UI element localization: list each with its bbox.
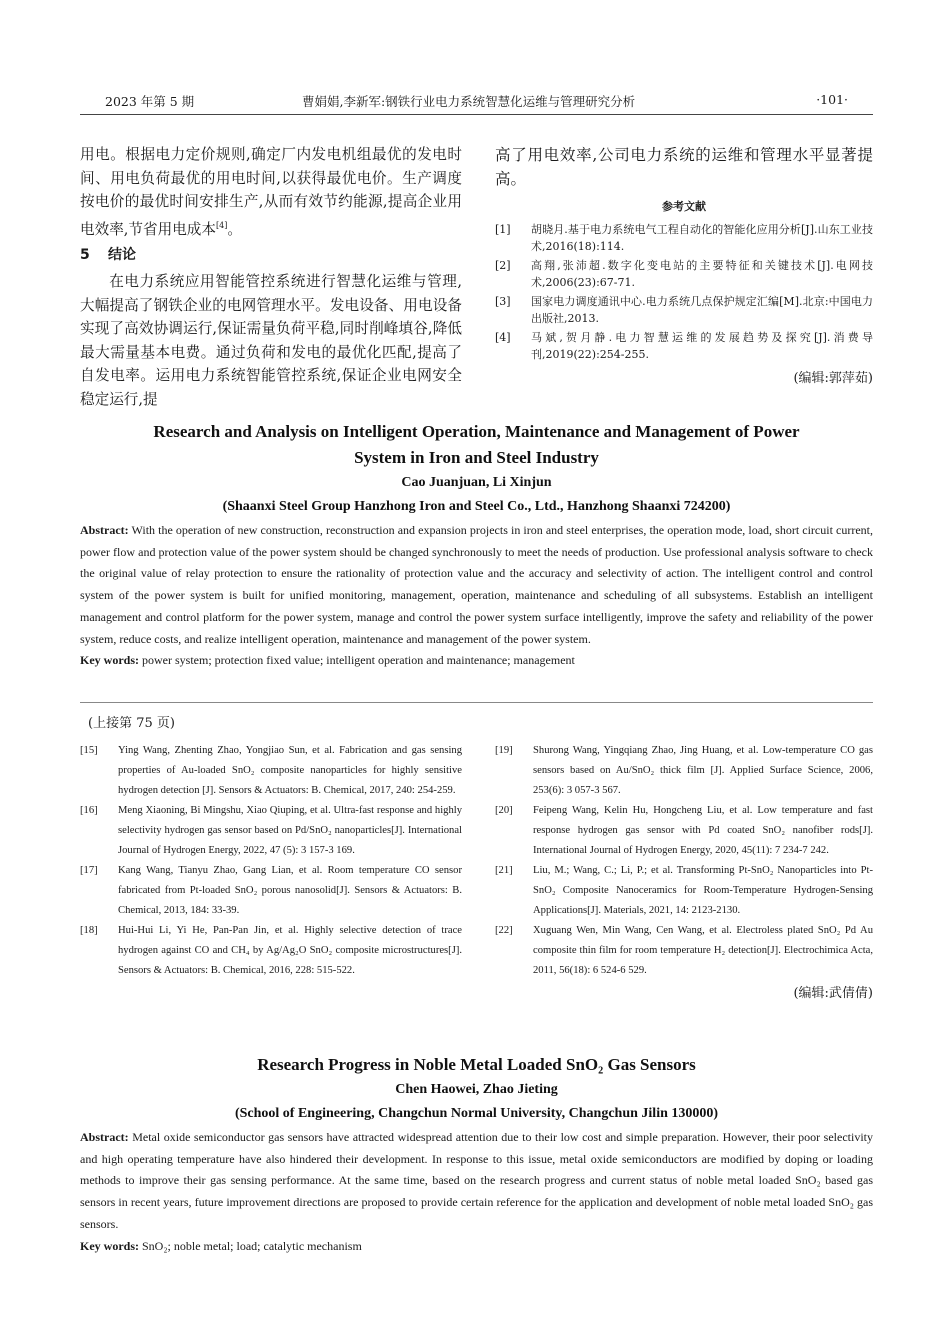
keywords-label: Key words: (80, 1238, 139, 1253)
paragraph-end: 。 (227, 220, 242, 238)
paragraph-electricity-pricing (80, 143, 462, 241)
abstract-text: With the operation of new construction, reconstruction and expansion projects in iron and steel enterprises, the operation mode, load, short circuit current, power flow and protection value of the power system should be changed synchronously to meet the needs of production. Use professional analysis software to check the original value of relay protection to ensure the rationality of protection value and the accuracy and selectivity of action. The intelligent control and control system of the power system is built for unified monitoring, management, operation, maintenance and scheduling of all subsystems. Establish an intelligent management and control platform for the power system, manage and control the power system surface intelligently, improve the safety and reliability of the power system, reduce costs, and realize intelligent operation, maintenance and management of the power system. (80, 523, 873, 646)
reference-text: Meng Xiaoning, Bi Mingshu, Xiao Qiuping, et al. Ultra-fast response and highly selectivity hydrogen gas sensor based on Pd/SnO₂ nanoparticles[J]. International Journal of Hydrogen Energy, 2022, 47 (5): 3 157-3 169. (118, 805, 462, 856)
section-divider (80, 702, 873, 703)
reference-item (80, 741, 462, 801)
section-heading (80, 244, 462, 268)
english-affiliation: (School of Engineering, Changchun Normal University, Changchun Jilin 130000) (234, 1106, 719, 1121)
reference-text: 高翔,张沛超.数字化变电站的主要特征和关键技术[J].电网技术,2006(23):67-71. (531, 258, 873, 289)
english-authors: Chen Haowei, Zhao Jieting (395, 1082, 558, 1097)
reference-number: [19] (495, 745, 513, 756)
keywords-line (80, 1236, 873, 1258)
reference-item (495, 329, 873, 363)
reference-item (495, 801, 873, 861)
running-header (80, 90, 873, 112)
references-heading: 参考文献 (662, 200, 706, 213)
reference-number: [20] (495, 805, 513, 816)
citation: [4] (215, 220, 228, 230)
keywords-text: power system; protection fixed value; intelligent operation and maintenance; management (142, 653, 575, 668)
keywords-text: SnO₂; noble metal; load; catalytic mechanism (142, 1238, 362, 1253)
section-title: 结论 (108, 246, 136, 263)
english-title (80, 419, 873, 471)
reference-number: [1] (495, 222, 511, 236)
reference-item (80, 861, 462, 921)
english-abstract-block-2 (80, 1052, 873, 1257)
keywords-label: Key words: (80, 653, 139, 668)
paragraph-conclusion: 在电力系统应用智能管控系统进行智慧化运维与管理,大幅提高了钢铁企业的电网管理水平。发电设备、用电设备实现了高效协调运行,保证需量负荷平稳,同时削峰填谷,降低最大需量基本电费。通过负荷和发电的最优化匹配,提高了自发电率。运用电力系统智能管控系统,保证企业电网安全稳定运行,提 (80, 273, 462, 408)
english-authors: Cao Juanjuan, Li Xinjun (401, 475, 552, 490)
abstract-paragraph (80, 1127, 873, 1236)
reference-item (495, 861, 873, 921)
reference-item (80, 801, 462, 861)
abstract-paragraph (80, 520, 873, 650)
reference-text: Shurong Wang, Yingqiang Zhao, Jing Huang, et al. Low-temperature CO gas sensors based on Au/SnO₂ thick film [J]. Applied Surface Science, 2006, 253(6): 3 057-3 567. (533, 745, 873, 796)
reference-number: [22] (495, 925, 513, 936)
reference-item (495, 257, 873, 291)
english-title: Research Progress in Noble Metal Loaded SnO₂ Gas Sensors (257, 1055, 696, 1074)
reference-number: [2] (495, 258, 511, 272)
body-column-left (80, 143, 462, 411)
reference-item (495, 293, 873, 327)
reference-list (495, 221, 873, 363)
reference-text: Hui-Hui Li, Yi He, Pan-Pan Jin, et al. Highly selective detection of trace hydrogen against CO and CH₄ by Ag/Ag₂O SnO₂ composite microstructures[J]. Sensors & Actuators: B. Chemical, 2016, 228: 515-522. (118, 925, 462, 976)
header-rule (80, 114, 873, 115)
reference-text: Ying Wang, Zhenting Zhao, Yongjiao Sun, et al. Fabrication and gas sensing properties of Au-loaded SnO₂ composite nanoparticles for highly sensitive hydrogen detection [J]. Sensors & Actuators: B. Chemical, 2017, 240: 254-259. (118, 745, 462, 796)
continued-note: (上接第 75 页) (88, 716, 175, 731)
paragraph-continuation: 高了用电效率,公司电力系统的运维和管理水平显著提高。 (495, 146, 873, 188)
abstract-label: Abstract: (80, 523, 129, 537)
reference-item (80, 921, 462, 981)
english-title-line: Research and Analysis on Intelligent Operation, Maintenance and Management of Power (153, 422, 800, 441)
reference-number: [3] (495, 294, 511, 308)
reference-text: Kang Wang, Tianyu Zhao, Gang Lian, et al. Room temperature CO sensor fabricated from Pt-loaded SnO₂ porous nanosolid[J]. Sensors & Actuators: B. Chemical, 2013, 184: 33-39. (118, 865, 462, 916)
english-abstract-block (80, 419, 873, 672)
editor-credit: (编辑:郭萍茹) (793, 370, 873, 386)
reference-text: Liu, M.; Wang, C.; Li, P.; et al. Transforming Pt-SnO₂ Nanoparticles into Pt-SnO₂ Composite Nanoceramics for Room-Temperature Hydrogen-Sensing Applications[J]. Materials, 2021, 14: 2123-2130. (533, 865, 873, 916)
issue-label: 2023 年第 5 期 (105, 94, 195, 109)
reference-number: [17] (80, 865, 98, 876)
reference-number: [18] (80, 925, 98, 936)
body-column-right (495, 143, 873, 390)
page-number: ·101· (816, 92, 848, 107)
keywords-line (80, 650, 873, 672)
reference-text: 马斌,贺月静.电力智慧运维的发展趋势及探究[J].消费导刊,2019(22):254-255. (531, 330, 873, 361)
abstract-text: Metal oxide semiconductor gas sensors have attracted widespread attention due to their low cost and simple preparation. However, their poor selectivity and high operating temperature have also hindered their development. In response to this issue, metal oxide semiconductors are modified by doping or loading methods to improve their gas sensing performance. At the same time, based on the research progress and current status of noble metal loaded SnO₂ based gas sensors in recent years, future improvement directions are proposed to provide certain reference for the application and development of noble metal loaded SnO₂ gas sensors. (80, 1130, 873, 1231)
english-title-line: System in Iron and Steel Industry (354, 448, 599, 467)
reference-number: [21] (495, 865, 513, 876)
paragraph-text: 用电。根据电力定价规则,确定厂内发电机组最优的发电时间、用电负荷最优的用电时间,以获得最优电价。生产调度按电价的最优时间安排生产,从而有效节约能源,提高企业用电效率,节省用电成本 (80, 146, 462, 238)
reference-number: [4] (495, 330, 511, 344)
english-affiliation: (Shaanxi Steel Group Hanzhong Iron and Steel Co., Ltd., Hanzhong Shaanxi 724200) (222, 499, 731, 514)
reference-text: 胡晓月.基于电力系统电气工程自动化的智能化应用分析[J].山东工业技术,2016(18):114. (531, 222, 873, 253)
header-article-title: 曹娟娟,李新军:钢铁行业电力系统智慧化运维与管理研究分析 (302, 94, 636, 109)
reference-text: Feipeng Wang, Kelin Hu, Hongcheng Liu, et al. Low temperature and fast response hydrogen gas sensor with Pd coated SnO₂ nanofiber rods[J]. International Journal of Hydrogen Energy, 2020, 45(11): 7 234-7 242. (533, 805, 873, 856)
section-number: 5 (80, 246, 90, 263)
reference-item (495, 741, 873, 801)
reference-item (495, 221, 873, 255)
reference-list-left (80, 741, 462, 981)
reference-number: [16] (80, 805, 98, 816)
reference-text: Xuguang Wen, Min Wang, Cen Wang, et al. Electroless plated SnO₂ Pd Au composite thin film for room temperature H₂ detection[J]. Electrochimica Acta, 2011, 56(18): 6 524-6 529. (533, 925, 873, 976)
abstract-label: Abstract: (80, 1130, 129, 1144)
editor-credit: (编辑:武倩倩) (793, 986, 873, 1001)
reference-list-right (495, 741, 873, 1001)
reference-item (495, 921, 873, 981)
reference-text: 国家电力调度通讯中心.电力系统几点保护规定汇编[M].北京:中国电力出版社,2013. (531, 294, 873, 325)
reference-number: [15] (80, 745, 98, 756)
